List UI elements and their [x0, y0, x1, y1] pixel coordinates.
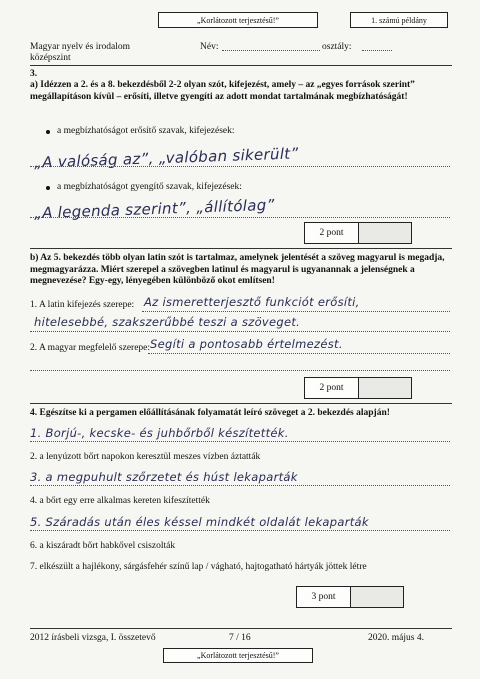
restricted-text-top: „Korlátozott terjesztésű!” [197, 15, 279, 25]
section-divider-1 [30, 248, 452, 249]
task4-step1: 1. Borjú-, kecske- és juhbőrből készítették. [30, 426, 289, 440]
bullet-dot-2 [46, 186, 50, 190]
task3b-answer1-line2: hitelesebbé, szakszerűbbé teszi a szöveget. [34, 315, 301, 329]
score-label-4: 3 pont [297, 587, 351, 607]
subject-title: Magyar nyelv és irodalom [30, 42, 130, 52]
subject-level: középszint [30, 53, 71, 63]
task3a-bullet2: a megbízhatóságot gyengítő szavak, kifejezések: [57, 182, 242, 192]
task4-prompt: 4. Egészítse ki a pergamen előállításának folyamatát leíró szöveget a 2. bekezdés alapján! [30, 408, 390, 418]
task3a-answer2: „A legenda szerint”, „állítólag” [33, 195, 275, 223]
class-label: osztály: [322, 42, 352, 52]
answer-line-7 [30, 441, 450, 442]
answer-line-6 [30, 370, 450, 371]
task4-step6: 6. a kiszáradt bőrt habkővel csiszolták [30, 541, 176, 551]
task4-step4: 4. a bőrt egy erre alkalmas kereten kifeszítették [30, 496, 210, 506]
footer-date: 2020. május 4. [368, 633, 424, 643]
score-box-3a [304, 222, 412, 244]
footer-page-number: 7 / 16 [229, 633, 251, 643]
score-box-3b [304, 377, 412, 399]
task3b-answer1-line1: Az ismeretterjesztő funkciót erősíti, [144, 295, 360, 309]
answer-line-1 [30, 166, 450, 167]
answer-line-2 [30, 217, 450, 218]
score-box-4 [296, 586, 404, 608]
answer-line-3 [142, 311, 450, 312]
copy-number-text: 1. számú példány [371, 15, 427, 25]
task3-number: 3. [30, 69, 38, 79]
restricted-stamp-top [158, 12, 318, 28]
class-field[interactable] [362, 50, 392, 51]
task4-step5: 5. Száradás után éles késsel mindkét oldalát lekaparták [30, 515, 369, 529]
score-label-3b: 2 pont [305, 378, 359, 398]
task3b-prompt: b) Az 5. bekezdés több olyan latin szót is tartalmaz, amelynek jelentését a szöveg magyarul is megadja, megmagyarázza. Miért szerepel a szövegben latinul és magyarul is ugyanannak a jelenségnek a megnevezése? Egy-egy, lényegében különböző okot említsen! [30, 253, 445, 286]
score-field-3a[interactable] [359, 223, 411, 243]
task3a-answer1: „A valóság az”, „valóban sikerült” [33, 144, 299, 172]
task4-step3: 3. a megpuhult szőrzetet és húst lekaparták [30, 470, 298, 484]
copy-number-box [350, 12, 448, 28]
restricted-text-bottom: „Korlátozott terjesztésű!” [197, 651, 279, 660]
score-label-3a: 2 pont [305, 223, 359, 243]
answer-line-9 [30, 530, 450, 531]
footer-exam-label: 2012 írásbeli vizsga, I. összetevő [30, 633, 156, 643]
score-field-4[interactable] [351, 587, 403, 607]
name-label: Név: [200, 42, 219, 52]
section-divider-2 [30, 403, 452, 404]
score-field-3b[interactable] [359, 378, 411, 398]
task3b-label1: 1. A latin kifejezés szerepe: [30, 300, 135, 310]
answer-line-4 [30, 331, 450, 332]
header-divider [30, 65, 452, 66]
footer-divider [30, 628, 452, 629]
task3b-label2: 2. A magyar megfelelő szerepe: [30, 343, 151, 353]
task3a-prompt: a) Idézzen a 2. és a 8. bekezdésből 2-2 olyan szót, kifejezést, amely – az „egyes források szerint” megállapításon kívül – erősíti, illetve gyengíti az adott mondat tartalmának megbízhatóságát! [30, 80, 415, 102]
restricted-stamp-bottom [163, 648, 313, 663]
bullet-dot-1 [46, 130, 50, 134]
task4-step2: 2. a lenyúzott bőrt napokon keresztül meszes vízben áztatták [30, 452, 261, 462]
task4-step7: 7. elkészült a hajlékony, sárgásfehér színű lap / vágható, hajtogatható hártyák jöttek létre [30, 562, 367, 572]
answer-line-5 [148, 353, 450, 354]
name-field[interactable] [222, 50, 320, 51]
task3a-bullet1: a megbízhatóságot erősítő szavak, kifejezések: [57, 126, 235, 136]
task3b-answer2: Segíti a pontosabb értelmezést. [150, 337, 343, 351]
answer-line-8 [30, 485, 450, 486]
